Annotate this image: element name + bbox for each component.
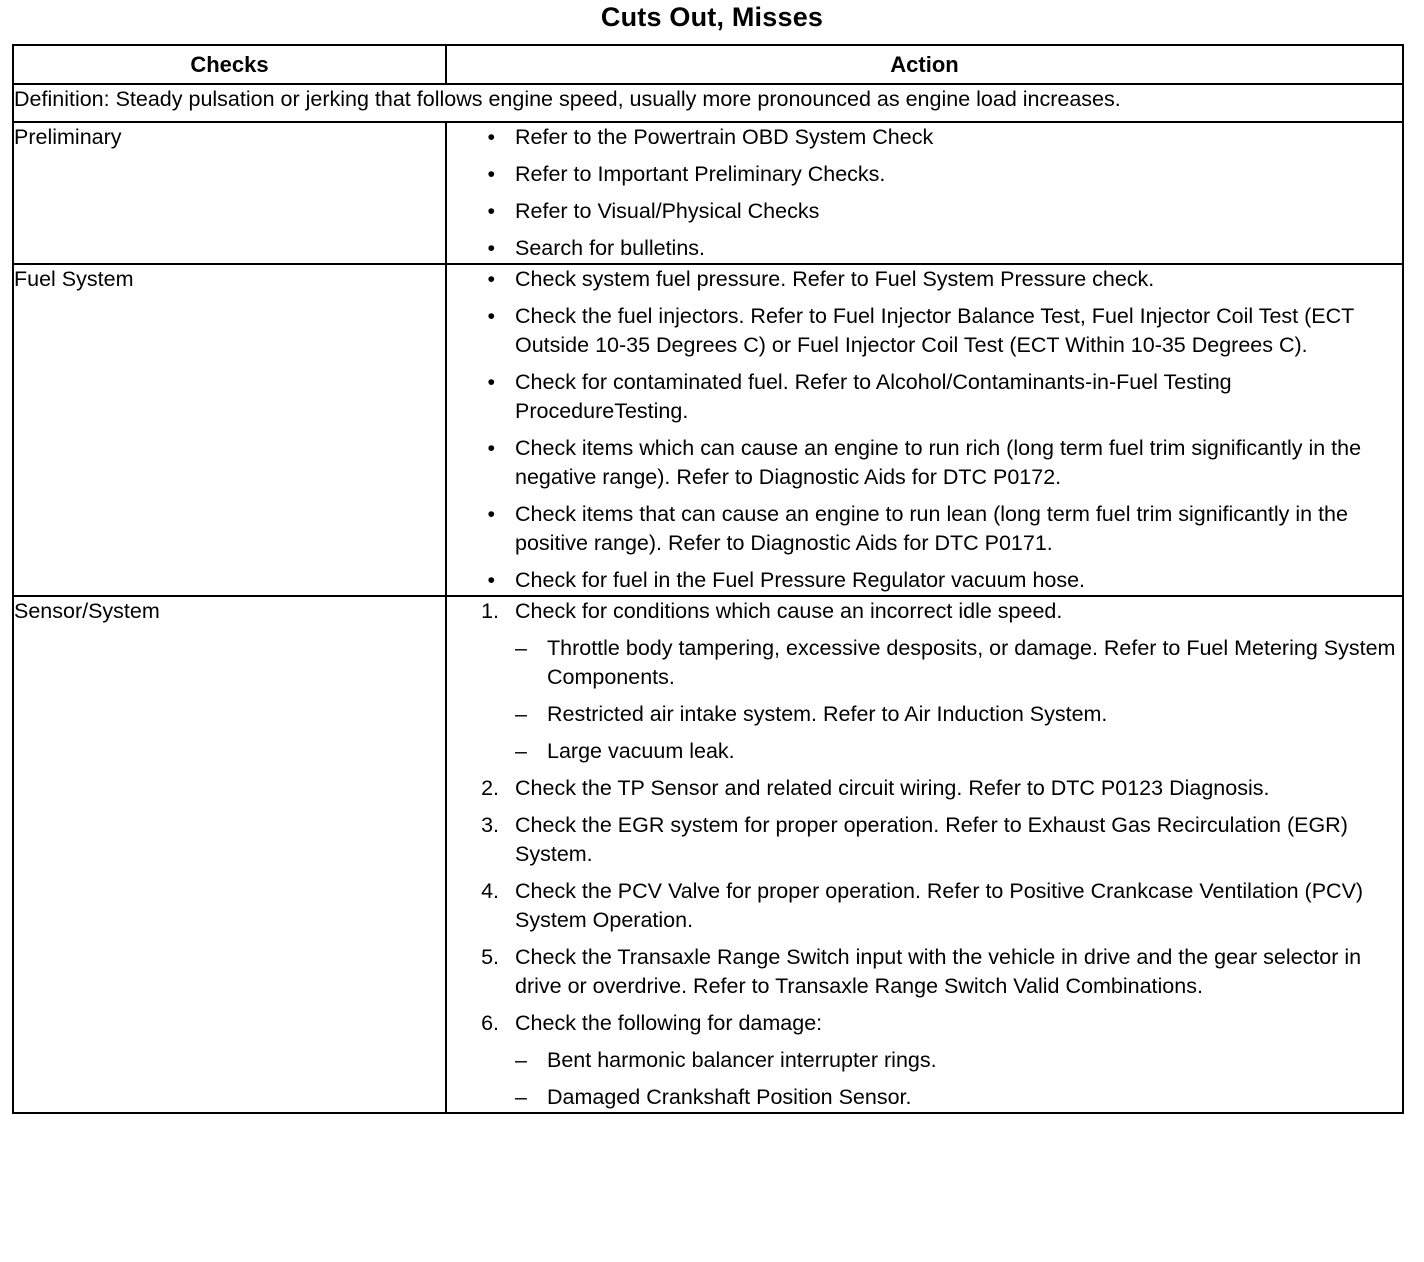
- step-text: Check the EGR system for proper operation. Refer to Exhaust Gas Recirculation (EGR) System.: [515, 813, 1348, 866]
- check-label: Fuel System: [13, 264, 446, 596]
- step-text: Check the following for damage:: [515, 1011, 823, 1035]
- action-item: • Check for contaminated fuel. Refer to Alcohol/Contaminants-in-Fuel Testing ProcedureTesting.: [447, 368, 1402, 426]
- section-row-sensor-system: [13, 596, 1403, 1113]
- step-number: 2.: [481, 776, 499, 800]
- action-header: Action: [446, 45, 1403, 84]
- action-cell: [446, 122, 1403, 264]
- diagnostic-table: [12, 44, 1404, 1114]
- sub-item: – Throttle body tampering, excessive desposits, or damage. Refer to Fuel Metering System Components.: [515, 636, 1396, 689]
- step-number: 4.: [481, 879, 499, 903]
- step-text: Check for conditions which cause an incorrect idle speed.: [515, 599, 1063, 623]
- action-item: • Check items which can cause an engine to run rich (long term fuel trim significantly in the negative range). Refer to Diagnostic Aids for DTC P0172.: [447, 434, 1402, 492]
- sub-item: – Restricted air intake system. Refer to Air Induction System.: [515, 700, 1402, 729]
- sub-item: – Large vacuum leak.: [515, 737, 1402, 766]
- definition-row: [13, 84, 1403, 122]
- step-number: 5.: [481, 945, 499, 969]
- action-item: • Check for fuel in the Fuel Pressure Regulator vacuum hose.: [447, 566, 1402, 595]
- bullet-marker: •: [487, 436, 495, 460]
- step-text: Check the Transaxle Range Switch input with the vehicle in drive and the gear selector in drive or overdrive. Refer to Transaxle Range Switch Valid Combinations.: [515, 945, 1362, 998]
- action-item: • Refer to the Powertrain OBD System Check: [447, 123, 1402, 152]
- action-item: • Check system fuel pressure. Refer to Fuel System Pressure check.: [447, 265, 1402, 294]
- step-item: [447, 1009, 1402, 1112]
- step-number: 6.: [481, 1011, 499, 1035]
- definition-text: Definition: Steady pulsation or jerking that follows engine speed, usually more pronounced as engine load increases.: [13, 84, 1403, 122]
- bullet-marker: •: [487, 125, 495, 149]
- step-item: [447, 943, 1402, 1001]
- step-item: [447, 597, 1402, 766]
- action-cell: [446, 264, 1403, 596]
- bullet-marker: •: [487, 267, 495, 291]
- checks-header: Checks: [13, 45, 446, 84]
- dash-marker: –: [515, 702, 527, 726]
- action-item: • Refer to Important Preliminary Checks.: [447, 160, 1402, 189]
- bullet-marker: •: [487, 370, 495, 394]
- section-row-preliminary: [13, 122, 1403, 264]
- check-label: Sensor/System: [13, 596, 446, 1113]
- sub-item: – Damaged Crankshaft Position Sensor.: [515, 1083, 1402, 1112]
- section-row-fuel-system: [13, 264, 1403, 596]
- sub-list: [515, 1046, 1402, 1112]
- step-item: [447, 774, 1402, 803]
- sub-item: – Bent harmonic balancer interrupter rings.: [515, 1046, 1402, 1075]
- dash-marker: –: [515, 1048, 527, 1072]
- step-number: 1.: [481, 599, 499, 623]
- dash-marker: –: [515, 1085, 527, 1109]
- step-text: Check the TP Sensor and related circuit wiring. Refer to DTC P0123 Diagnosis.: [515, 776, 1270, 800]
- action-item: • Check items that can cause an engine to run lean (long term fuel trim significantly in the positive range). Refer to Diagnostic Aids for DTC P0171.: [447, 500, 1402, 558]
- sub-list: [515, 634, 1402, 766]
- action-item: • Refer to Visual/Physical Checks: [447, 197, 1402, 226]
- header-row: [13, 45, 1403, 84]
- action-cell: [446, 596, 1403, 1113]
- action-item: • Search for bulletins.: [447, 234, 1402, 263]
- step-list: [447, 597, 1402, 1112]
- action-list: [447, 123, 1402, 263]
- action-list: [447, 265, 1402, 595]
- bullet-marker: •: [487, 304, 495, 328]
- bullet-marker: •: [487, 162, 495, 186]
- bullet-marker: •: [487, 236, 495, 260]
- bullet-marker: •: [487, 568, 495, 592]
- bullet-marker: •: [487, 502, 495, 526]
- step-number: 3.: [481, 813, 499, 837]
- action-item: • Check the fuel injectors. Refer to Fuel Injector Balance Test, Fuel Injector Coil Test (ECT Outside 10-35 Degrees C) or Fuel Injector Coil Test (ECT Within 10-35 Degrees C).: [447, 302, 1402, 360]
- check-label: Preliminary: [13, 122, 446, 264]
- dash-marker: –: [515, 739, 527, 763]
- page-title: Cuts Out, Misses: [600, 2, 824, 32]
- bullet-marker: •: [487, 199, 495, 223]
- step-text: Check the PCV Valve for proper operation. Refer to Positive Crankcase Ventilation (PCV) System Operation.: [515, 879, 1364, 932]
- dash-marker: –: [515, 636, 527, 660]
- step-item: [447, 811, 1402, 869]
- step-item: [447, 877, 1402, 935]
